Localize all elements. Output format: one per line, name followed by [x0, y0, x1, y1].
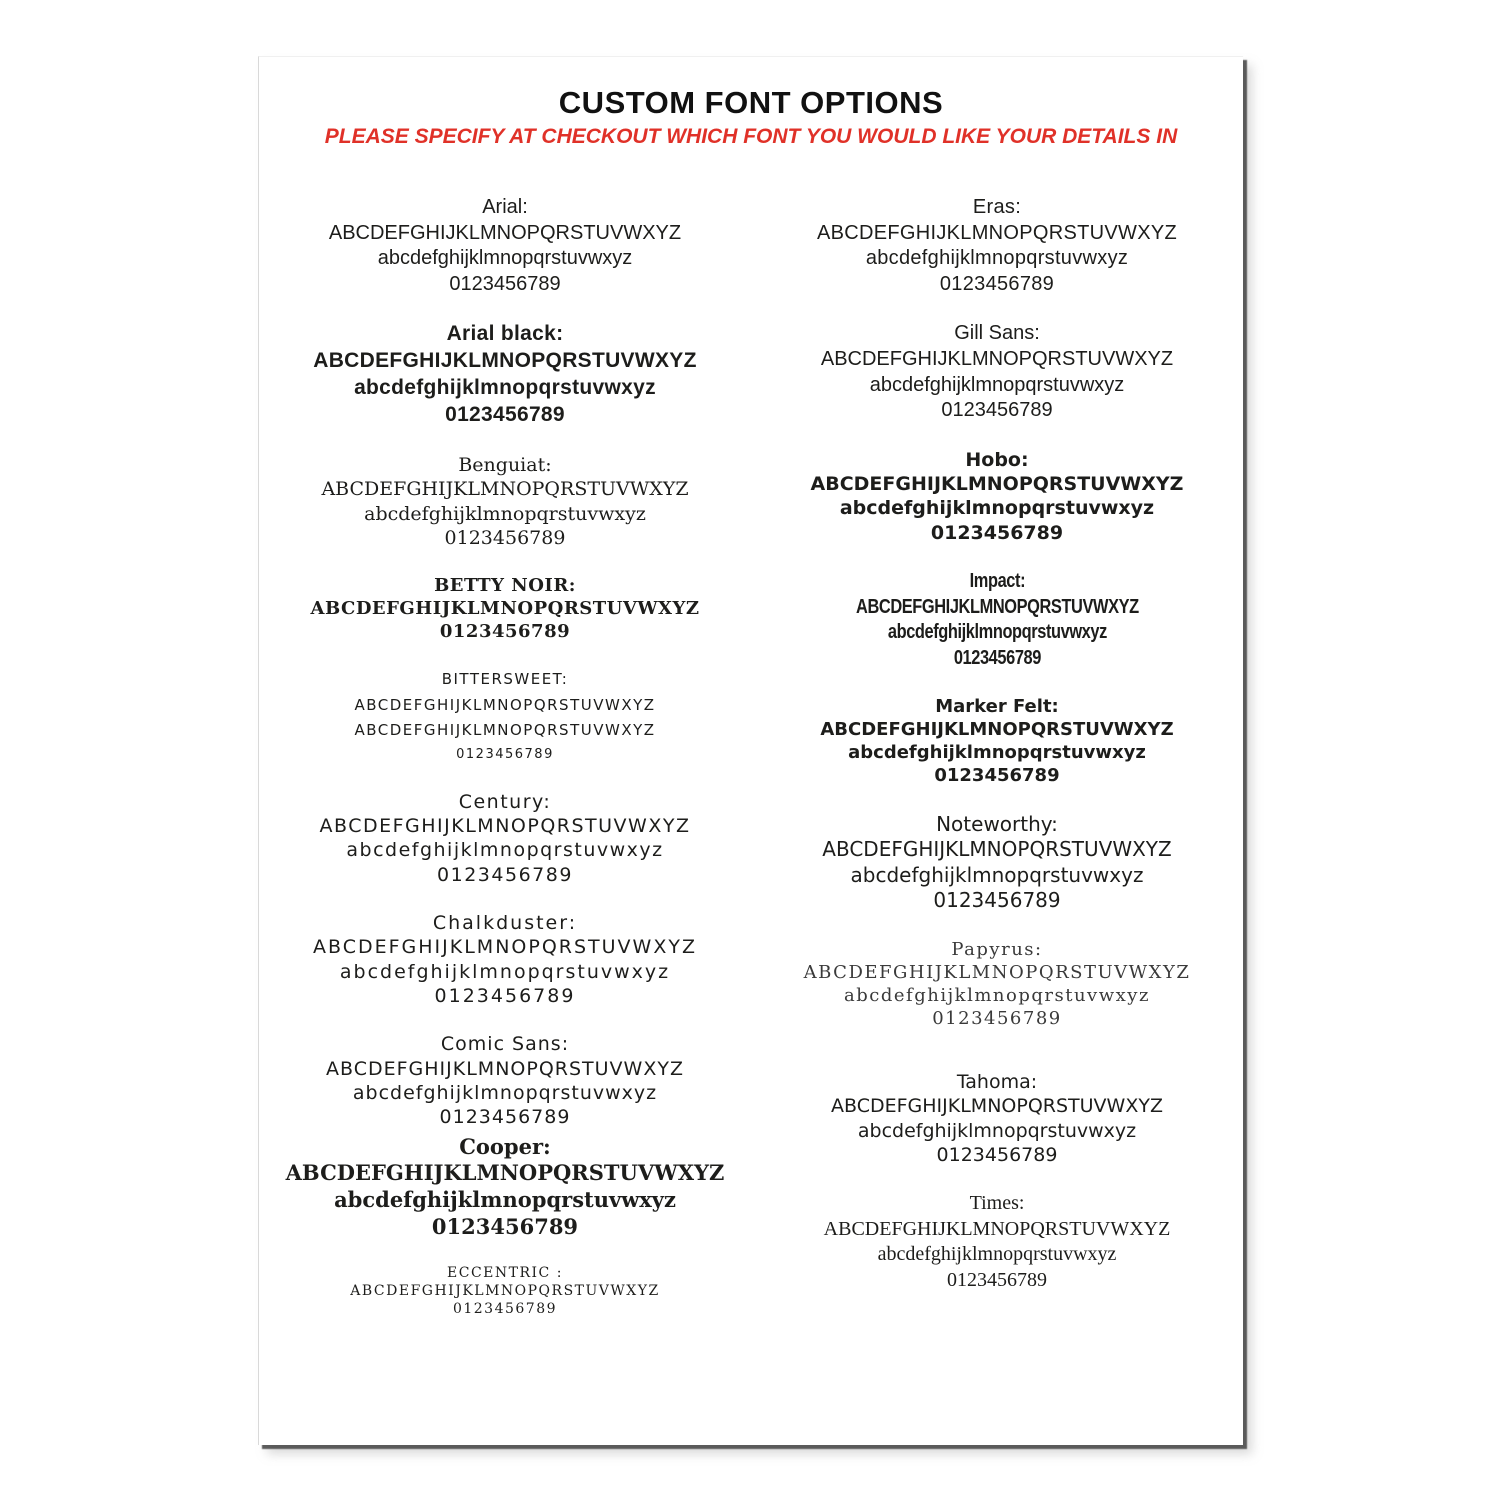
font-name: Comic Sans:	[440, 1033, 570, 1056]
uppercase-line: ABCDEFGHIJKLMNOPQRSTUVWXYZ	[326, 1057, 684, 1080]
font-name: Century:	[458, 790, 552, 813]
uppercase-line: ABCDEFGHIJKLMNOPQRSTUVWXYZ	[319, 815, 691, 838]
lowercase-line: abcdefghijklmnopqrstuvwxyz	[354, 376, 656, 400]
lowercase-line: abcdefghijklmnopqrstuvwxyz	[839, 497, 1155, 520]
uppercase-line: ABCDEFGHIJKLMNOPQRSTUVWXYZ	[831, 1095, 1163, 1118]
uppercase-line: ABCDEFGHIJKLMNOPQRSTUVWXYZ	[285, 1160, 725, 1186]
uppercase-line: ABCDEFGHIJKLMNOPQRSTUVWXYZ	[803, 961, 1191, 983]
font-sample-noteworthy	[822, 812, 1171, 914]
uppercase-line: ABCDEFGHIJKLMNOPQRSTUVWXYZ	[350, 1282, 660, 1299]
uppercase-line: ABCDEFGHIJKLMNOPQRSTUVWXYZ	[310, 598, 700, 620]
uppercase-line: ABCDEFGHIJKLMNOPQRSTUVWXYZ	[820, 347, 1174, 370]
font-columns	[259, 195, 1243, 1343]
font-sample-bittersweet	[354, 667, 655, 766]
right-column	[751, 195, 1243, 1343]
font-name: BETTY NOIR:	[434, 575, 576, 597]
font-sample-arial-black	[313, 321, 696, 429]
digits-line: 0123456789	[439, 1106, 571, 1129]
font-name: Cooper:	[459, 1133, 551, 1159]
uppercase-line: ABCDEFGHIJKLMNOPQRSTUVWXYZ	[321, 478, 689, 501]
uppercase-line: ABCDEFGHIJKLMNOPQRSTUVWXYZ	[820, 719, 1174, 741]
digits-line: 0123456789	[936, 1143, 1058, 1166]
digits-line: 0123456789	[932, 1007, 1062, 1029]
digits-line: 0123456789	[439, 621, 571, 643]
font-name: Noteworthy:	[936, 811, 1058, 836]
uppercase-line: ABCDEFGHIJKLMNOPQRSTUVWXYZ	[354, 695, 656, 714]
uppercase-line-2: ABCDEFGHIJKLMNOPQRSTUVWXYZ	[354, 721, 656, 740]
digits-line: 0123456789	[449, 272, 561, 295]
lowercase-line: abcdefghijklmnopqrstuvwxyz	[339, 960, 671, 983]
document-header	[259, 85, 1243, 149]
digits-line: 0123456789	[456, 746, 554, 762]
digits-line: 0123456789	[452, 1300, 558, 1317]
left-column	[259, 195, 751, 1343]
digits-line: 0123456789	[939, 272, 1055, 295]
font-name: Papyrus:	[951, 938, 1043, 960]
font-sample-chalkduster	[313, 911, 697, 1008]
lowercase-line: abcdefghijklmnopqrstuvwxyz	[865, 247, 1129, 270]
page-subtitle: PLEASE SPECIFY AT CHECKOUT WHICH FONT YOU WOULD LIKE YOUR DETAILS IN	[324, 125, 1178, 148]
uppercase-line: ABCDEFGHIJKLMNOPQRSTUVWXYZ	[810, 473, 1184, 496]
font-sample-tahoma	[831, 1070, 1163, 1167]
font-sample-cooper	[286, 1134, 725, 1242]
font-sample-benguiat	[321, 453, 688, 550]
uppercase-line: ABCDEFGHIJKLMNOPQRSTUVWXYZ	[822, 837, 1172, 862]
uppercase-line: ABCDEFGHIJKLMNOPQRSTUVWXYZ	[328, 221, 682, 244]
digits-line: 0123456789	[437, 863, 573, 886]
font-name: Gill Sans:	[954, 322, 1040, 345]
lowercase-line: abcdefghijklmnopqrstuvwxyz	[857, 1119, 1137, 1142]
digits-line: 0123456789	[934, 765, 1060, 787]
lowercase-line: abcdefghijklmnopqrstuvwxyz	[377, 247, 633, 270]
font-name: Hobo:	[965, 448, 1029, 471]
lowercase-line: abcdefghijklmnopqrstuvwxyz	[887, 621, 1107, 644]
font-sample-century	[320, 790, 691, 887]
font-sample-impact	[856, 569, 1139, 671]
font-name: Arial black:	[446, 322, 564, 346]
font-name: Marker Felt:	[935, 696, 1059, 718]
font-name: Benguiat:	[458, 453, 552, 476]
page-title: CUSTOM FONT OPTIONS	[558, 85, 944, 120]
font-sample-gill-sans	[821, 321, 1173, 423]
digits-line: 0123456789	[930, 521, 1064, 544]
font-name: Impact:	[969, 570, 1025, 592]
uppercase-line: ABCDEFGHIJKLMNOPQRSTUVWXYZ	[313, 936, 697, 959]
font-name: Arial:	[482, 196, 528, 218]
lowercase-line: abcdefghijklmnopqrstuvwxyz	[364, 502, 646, 525]
digits-line: 0123456789	[947, 1269, 1047, 1292]
lowercase-line: abcdefghijklmnopqrstuvwxyz	[877, 1243, 1117, 1266]
lowercase-line: abcdefghijklmnopqrstuvwxyz	[352, 1081, 658, 1104]
font-name: Eras:	[972, 196, 1022, 218]
digits-line: 0123456789	[431, 1214, 579, 1240]
font-sample-eccentric	[350, 1265, 659, 1319]
font-sample-marker-felt	[820, 695, 1173, 787]
font-name: BITTERSWEET:	[441, 670, 569, 689]
font-sample-comic-sans	[326, 1032, 684, 1129]
uppercase-line: ABCDEFGHIJKLMNOPQRSTUVWXYZ	[855, 595, 1139, 618]
uppercase-line: ABCDEFGHIJKLMNOPQRSTUVWXYZ	[816, 221, 1178, 244]
uppercase-line: ABCDEFGHIJKLMNOPQRSTUVWXYZ	[823, 1217, 1171, 1240]
lowercase-line: abcdefghijklmnopqrstuvwxyz	[346, 839, 664, 862]
font-sample-papyrus	[804, 938, 1191, 1030]
font-sample-arial	[329, 195, 681, 297]
font-sample-eras	[817, 195, 1177, 297]
digits-line: 0123456789	[933, 888, 1061, 913]
digits-line: 0123456789	[953, 646, 1041, 669]
lowercase-line: abcdefghijklmnopqrstuvwxyz	[848, 742, 1146, 764]
uppercase-line: ABCDEFGHIJKLMNOPQRSTUVWXYZ	[313, 349, 697, 373]
font-sample-times	[824, 1191, 1171, 1293]
lowercase-line: abcdefghijklmnopqrstuvwxyz	[334, 1187, 676, 1213]
lowercase-line: abcdefghijklmnopqrstuvwxyz	[869, 373, 1125, 396]
font-name: ECCENTRIC :	[447, 1265, 563, 1282]
font-name: Times:	[969, 1192, 1025, 1215]
document-sheet	[258, 56, 1243, 1445]
digits-line: 0123456789	[444, 526, 566, 549]
font-sample-betty-noir	[310, 574, 699, 643]
font-name: Tahoma:	[956, 1071, 1038, 1093]
lowercase-line: abcdefghijklmnopqrstuvwxyz	[844, 984, 1150, 1006]
lowercase-line: abcdefghijklmnopqrstuvwxyz	[850, 862, 1144, 887]
digits-line: 0123456789	[434, 985, 576, 1007]
digits-line: 0123456789	[445, 403, 565, 426]
font-sample-hobo	[811, 448, 1184, 545]
font-name: Chalkduster:	[432, 912, 578, 935]
digits-line: 0123456789	[941, 399, 1053, 422]
